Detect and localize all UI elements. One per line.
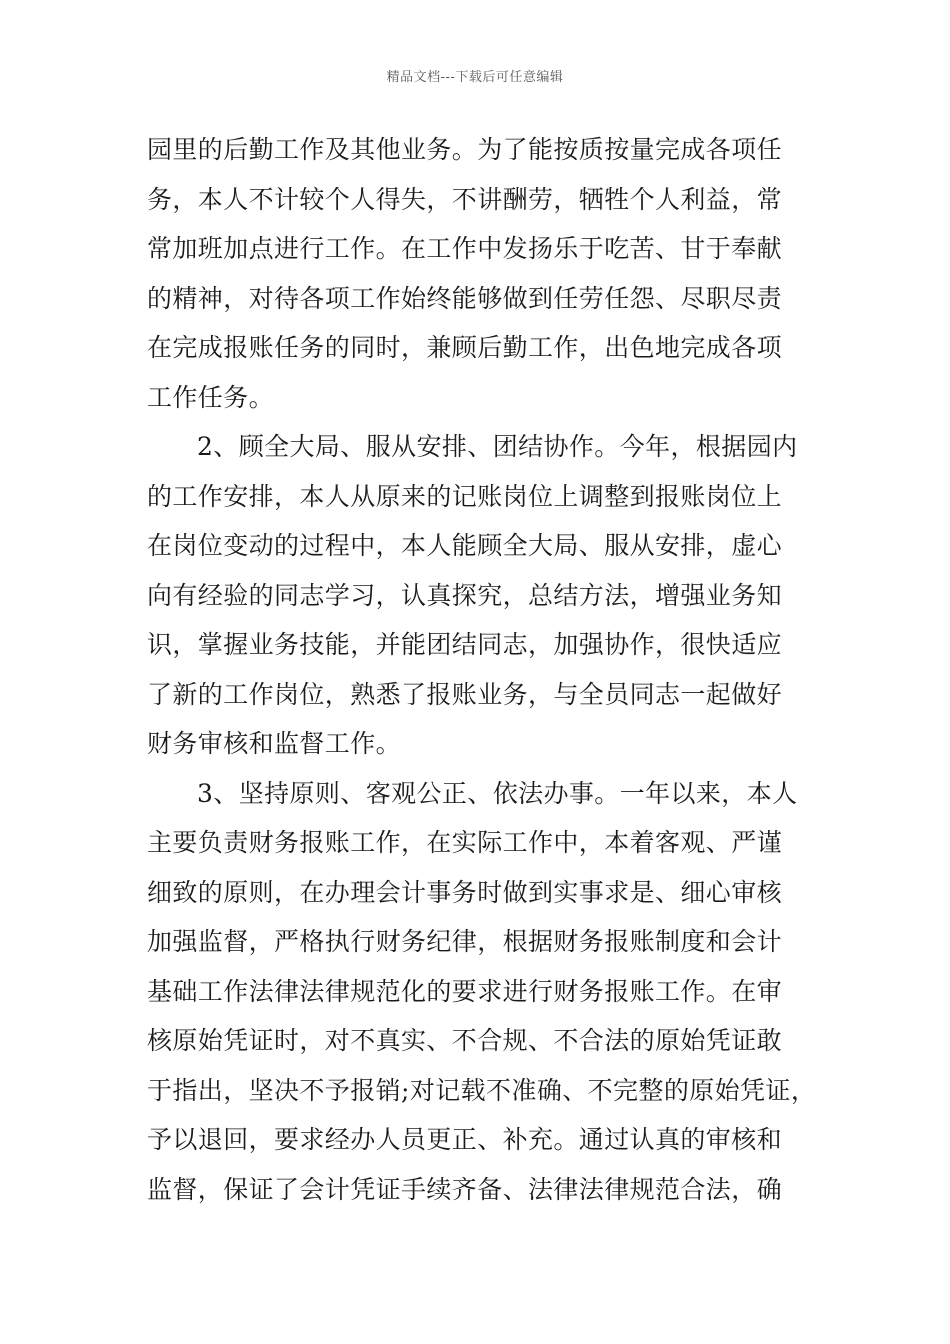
text-line: 财务审核和监督工作。 bbox=[147, 729, 402, 758]
document-body bbox=[147, 125, 817, 1214]
text-line: 识，掌握业务技能，并能团结同志，加强协作，很快适应 bbox=[147, 630, 783, 659]
text-line: 向有经验的同志学习，认真探究，总结方法，增强业务知 bbox=[147, 580, 783, 610]
text-line: 加强监督，严格执行财务纪律，根据财务报账制度和会计 bbox=[147, 927, 783, 956]
text-line: 在岗位变动的过程中，本人能顾全大局、服从安排，虚心 bbox=[147, 531, 783, 560]
page-header: 精品文档---下载后可任意编辑 bbox=[386, 70, 564, 85]
text-line: 务，本人不计较个人得失，不讲酬劳，牺牲个人利益，常 bbox=[147, 184, 783, 214]
text-line: 监督，保证了会计凭证手续齐备、法律法律规范合法，确 bbox=[147, 1174, 783, 1204]
text-line: 了新的工作岗位，熟悉了报账业务，与全员同志一起做好 bbox=[147, 679, 783, 709]
text-line: 在完成报账任务的同时，兼顾后勤工作，出色地完成各项 bbox=[147, 333, 783, 362]
text-line: 予以退回，要求经办人员更正、补充。通过认真的审核和 bbox=[147, 1125, 783, 1154]
text-line: 工作任务。 bbox=[147, 382, 275, 412]
text-line: 主要负责财务报账工作，在实际工作中，本着客观、严谨 bbox=[147, 828, 783, 857]
text-line: 细致的原则，在办理会计事务时做到实事求是、细心审核 bbox=[147, 877, 783, 907]
text-line: 园里的后勤工作及其他业务。为了能按质按量完成各项任 bbox=[147, 135, 783, 164]
text-line: 基础工作法律法律规范化的要求进行财务报账工作。在审 bbox=[147, 976, 783, 1006]
text-line: 核原始凭证时，对不真实、不合规、不合法的原始凭证敢 bbox=[147, 1026, 783, 1055]
text-line: 于指出，坚决不予报销;对记载不准确、不完整的原始凭证， bbox=[147, 1075, 817, 1105]
paragraph-start-line: 3、坚持原则、客观公正、依法办事。一年以来，本人 bbox=[197, 778, 798, 808]
text-line: 的工作安排，本人从原来的记账岗位上调整到报账岗位上 bbox=[147, 481, 783, 511]
text-line: 的精神，对待各项工作始终能够做到任劳任怨、尽职尽责 bbox=[147, 283, 783, 313]
paragraph-start-line: 2、顾全大局、服从安排、团结协作。今年，根据园内 bbox=[197, 432, 798, 461]
text-line: 常加班加点进行工作。在工作中发扬乐于吃苦、甘于奉献 bbox=[147, 234, 783, 263]
